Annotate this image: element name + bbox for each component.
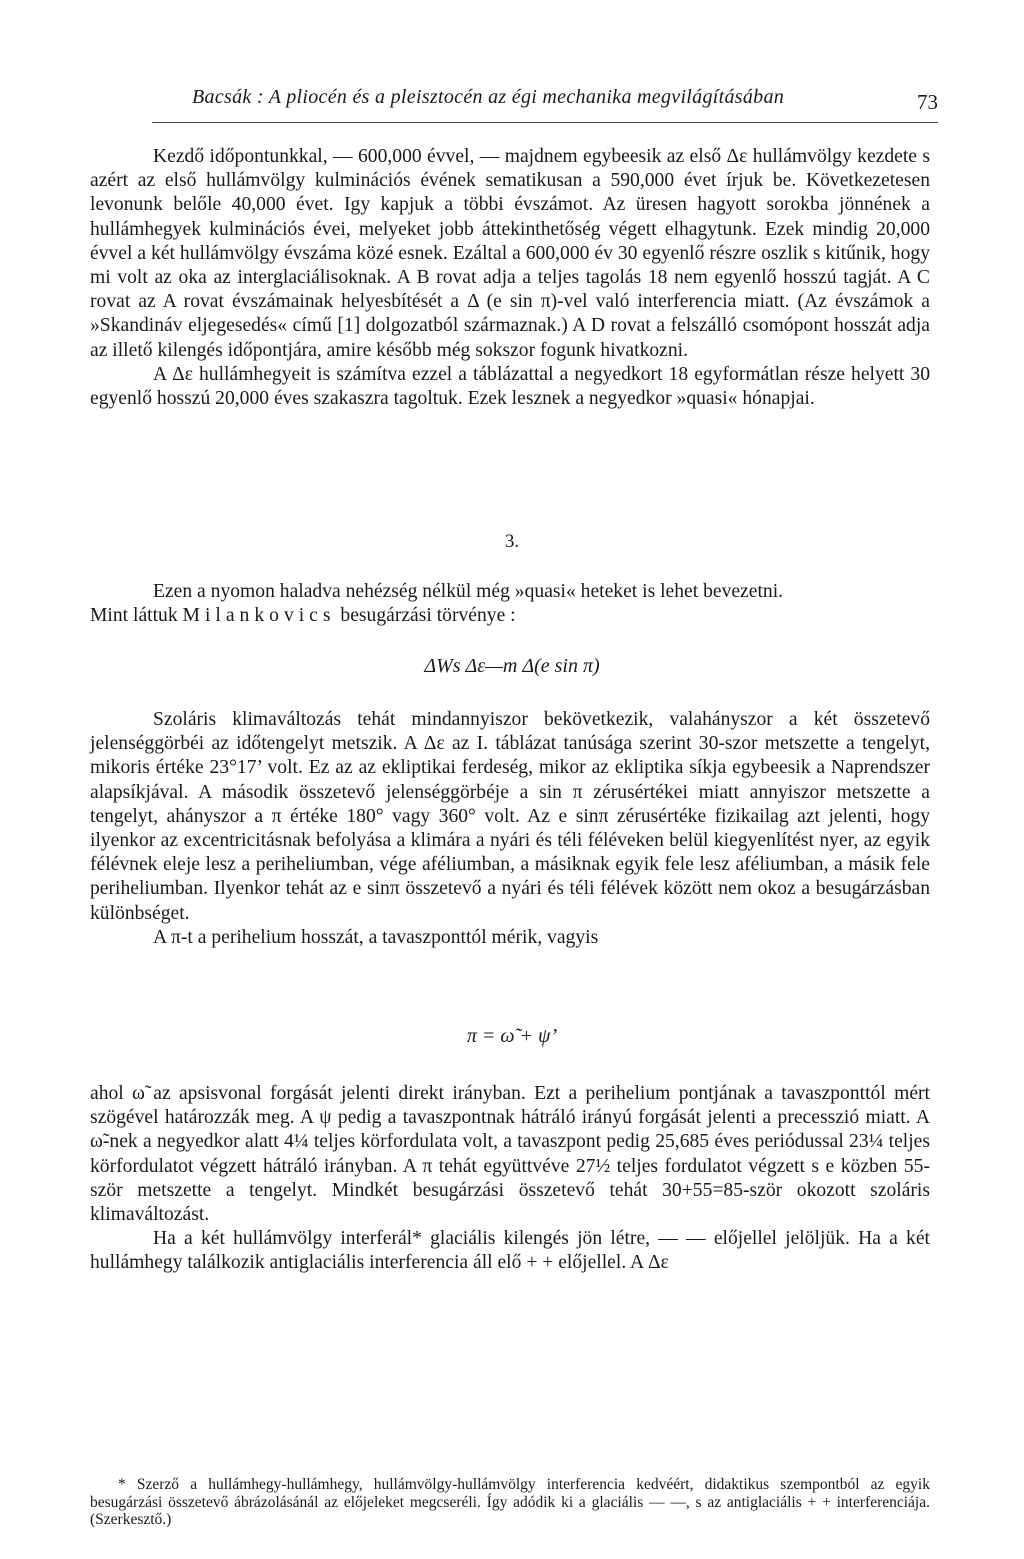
section-number: 3. (504, 531, 520, 552)
body-section-1 (90, 145, 930, 411)
body-section-4 (90, 1082, 930, 1276)
paragraph: Ha a két hullámvölgy interferál* glaciális kilengés jön létre, — — előjellel jelöljük. Ha a két hullámhegy találkozik antiglaciális interferencia áll elő + + előjellel. A Δε (90, 1228, 930, 1274)
footnote (90, 1476, 930, 1529)
header-rule (152, 122, 938, 123)
author-name: Milankovics (182, 605, 336, 627)
formula-insolation: ΔWs Δε—m Δ(e sin π) (424, 655, 600, 677)
page-number: 73 (917, 90, 938, 114)
footnote-text: * Szerző a hullámhegy-hullámhegy, hullámvölgy-hullámvölgy interferencia kedvéért, didaktikus szempontból az egyik besugárzási összetevő ábrázolásánál az előjeleket megcseréli. Így adódik ki a glaciális — —, s az antiglaciális + + interferenciája. (Szerkesztő.) (90, 1476, 930, 1528)
paragraph: Kezdő időpontunkkal, — 600,000 évvel, — majdnem egybeesik az első Δε hullámvölgy kezdete s azért az első hullámvölgy kulminációs évének sematikusan a 590,000 évet írjuk be. Következetesen levonunk belőle 40,000 évet. Igy kapjuk a többi évszámot. Az üresen hagyott sorokba jönnének a hullámhegyek kulminációs évei, melyeket jobb áttekinthetőség végett elhagytunk. Ezek mindig 20,000 évvel a két hullámvölgy évszáma közé esnek. Ezáltal a 600,000 év 30 egyenlő részre oszlik s kitűnik, hogy mi volt az oka az interglaciálisoknak. A B rovat adja a teljes tagolás 18 nem egyenlő hosszú tagját. A C rovat az A rovat évszámainak helyesbítését a Δ (e sin π)-vel való interferencia miatt. (Az évszámok a »Skandináv eljegesedés« című [1] dolgozatból származnak.) A D rovat a felszálló csomópont hosszát adja az illető kilengés időpontjára, amire később még sokszor fogunk hivatkozni. (90, 146, 930, 361)
paragraph: A Δε hullámhegyeit is számítva ezzel a táblázattal a negyedkort 18 egyformátlan része helyett 30 egyenlő hosszú 20,000 éves szakaszra tagoltuk. Ezek lesznek a negyedkor »quasi« hónapjai. (90, 363, 930, 410)
running-title: Bacsák : A pliocén és a pleisztocén az égi mechanika megvilágításában (192, 86, 785, 108)
text-run: besugárzási törvénye : (340, 605, 516, 627)
running-header (152, 82, 938, 122)
body-section-3 (90, 708, 930, 950)
formula-perihelion: π = ω̃ + ψ’ (466, 1025, 558, 1047)
text-run: Mint láttuk (90, 605, 178, 627)
body-section-2 (90, 580, 930, 628)
paragraph: ahol ω̃ az apsisvonal forgását jelenti direkt irányban. Ezt a perihelium pontjának a tavaszponttól mért szögével határozzák meg. A ψ pedig a tavaszpontnak hátráló irányú forgását jelenti a precesszió miatt. A ω̃-nek a negyedkor alatt 4¼ teljes körfordulata volt, a tavaszpont pedig 25,685 éves periódussal 23¼ teljes körfordulatot végzett hátráló irányban. A π tehát együttvéve 27½ teljes fordulatot végzett s e közben 55-ször metszette a tengelyt. Mindkét besugárzási összetevő tehát 30+55=85-ször okozott szoláris klimaváltozást. (90, 1083, 930, 1226)
paragraph: Szoláris klimaváltozás tehát mindannyiszor bekövetkezik, valahányszor a két összetevő jelenséggörbéi az időtengelyt metszik. A Δε az I. táblázat tanúsága szerint 30-szor metszette a tengelyt, mikoris értéke 23°17’ volt. Ez az az ekliptikai ferdeség, mikor az ekliptika síkja egybeesik a Naprendszer alapsíkjával. A második összetevő jelenséggörbéje a sin π zérusértékei miatt annyiszor metszette a tengelyt, ahányszor a π értéke 180° vagy 360° volt. Az e sinπ zérusértéke fizikailag azt jelenti, hogy ilyenkor az excentricitásnak befolyása a klimára a nyári és téli féléveken belül kiegyenlítést nyer, az egyik félévnek eleje lesz a periheliumban, vége aféliumban, a másiknak egyik fele lesz aféliumban, a másik fele periheliumban. Ilyenkor tehát az e sinπ összetevő a nyári és téli félévek között nem okoz a besugárzásban különbséget. (90, 709, 930, 924)
paragraph-milankovics (90, 604, 930, 628)
paragraph: A π-t a perihelium hosszát, a tavaszponttól mérik, vagyis (153, 926, 599, 948)
paragraph: Ezen a nyomon haladva nehézség nélkül még »quasi« heteket is lehet bevezetni. (153, 581, 784, 602)
